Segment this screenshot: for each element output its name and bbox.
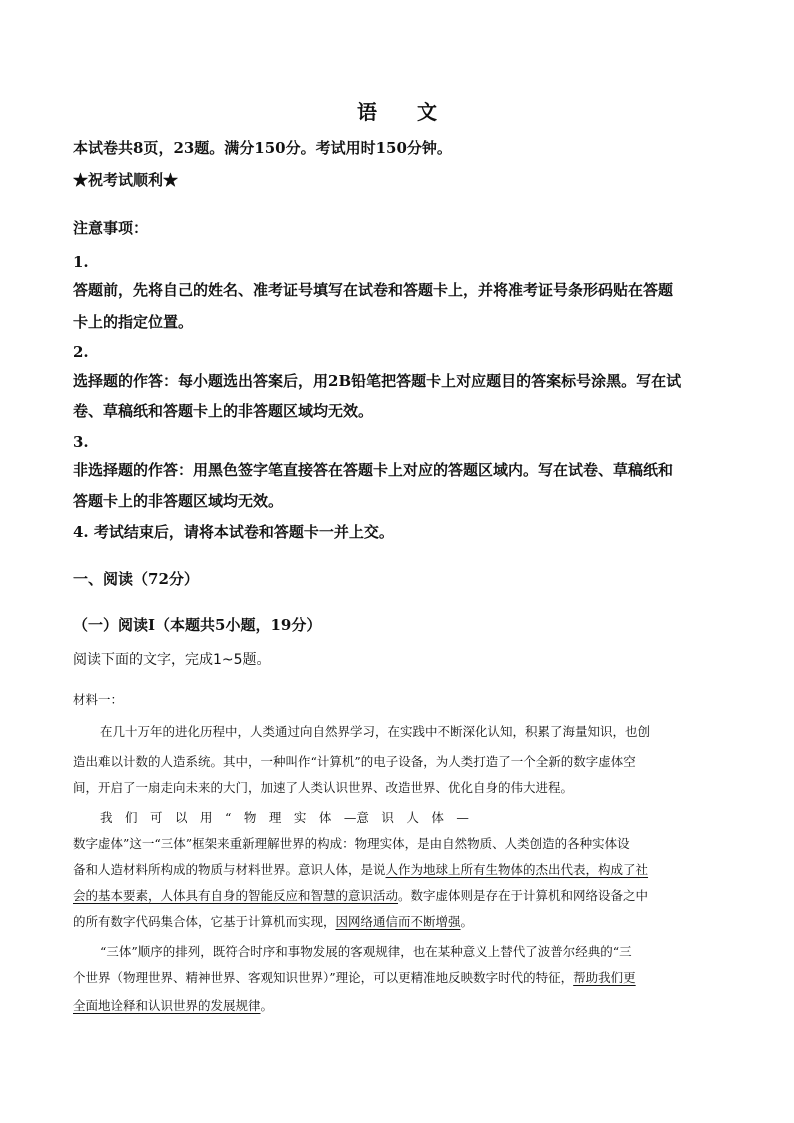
material-p2-line-4 bbox=[73, 886, 723, 906]
section-heading: 一、阅读（72分） bbox=[73, 570, 199, 588]
note-3-line-2: 答题卡上的非答题区域均无效。 bbox=[73, 492, 284, 510]
material-p2-line-5-text: 的所有数字代码集合体，它基于计算机而实现， bbox=[73, 914, 336, 929]
page-title bbox=[0, 96, 794, 125]
material-p2-line-3-text: 备和人造材料所构成的物质与材料世界。意识人体，是说 bbox=[73, 862, 386, 877]
material-p3-line-2 bbox=[73, 968, 723, 988]
note-1-line-1: 答题前，先将自己的姓名、准考证号填写在试卷和答题卡上，并将准考证号条形码贴在答题 bbox=[73, 281, 674, 299]
material-p2-line-5 bbox=[73, 912, 723, 932]
material-p3-underline-2: 全面地诠释和认识世界的发展规律 bbox=[73, 998, 261, 1013]
material-p2-line-3 bbox=[73, 860, 723, 880]
note-2-line-2: 卷、草稿纸和答题卡上的非答题区域均无效。 bbox=[73, 402, 374, 420]
material-label: 材料一： bbox=[73, 692, 124, 707]
material-p1-line-1: 在几十万年的进化历程中，人类通过向自然界学习，在实践中不断深化认知，积累了海量知识，也创 bbox=[100, 724, 651, 739]
material-p2-line-2: 数字虚体”这一“三体”框架来重新理解世界的构成：物理实体，是由自然物质、人类创造的各种实体设 bbox=[73, 836, 630, 851]
material-p3-underline-1: 帮助我们更 bbox=[573, 970, 636, 985]
material-p3-line-1: “三体”顺序的排列，既符合时序和事物发展的客观规律，也在某种意义上替代了波普尔经典的“三 bbox=[100, 944, 632, 959]
material-p2-underline-1: 人作为地球上所有生物体的杰出代表，构成了社 bbox=[385, 862, 649, 877]
material-p2-line-4-text: 。数字虚体则是存在于计算机和网络设备之中 bbox=[398, 888, 649, 903]
note-4: 4. 考试结束后，请将本试卷和答题卡一并上交。 bbox=[73, 523, 394, 541]
material-p2-line-1: 我 们 可 以 用 “ 物 理 实 体 —意 识 人 体 — bbox=[100, 810, 469, 825]
note-3-line-1: 非选择题的作答：用黑色签字笔直接答在答题卡上对应的答题区域内。写在试卷、草稿纸和 bbox=[73, 461, 674, 479]
note-2-line-1: 选择题的作答：每小题选出答案后，用2B铅笔把答题卡上对应题目的答案标号涂黑。写在试 bbox=[73, 372, 682, 390]
note-3-number: 3. bbox=[73, 433, 89, 451]
note-1-line-2: 卡上的指定位置。 bbox=[73, 313, 194, 331]
material-p3-line-2-text: 个世界（物理世界、精神世界、客观知识世界）”理论，可以更精准地反映数字时代的特征， bbox=[73, 970, 574, 985]
material-p1-line-2: 造出难以计数的人造系统。其中，一种叫作“计算机”的电子设备，为人类打造了一个全新的数字虚体空 bbox=[73, 754, 636, 769]
material-p3-line-3 bbox=[73, 996, 723, 1016]
note-1-number: 1. bbox=[73, 253, 89, 271]
notes-heading: 注意事项： bbox=[73, 219, 149, 237]
reading-instruction: 阅读下面的文字，完成1~5题。 bbox=[73, 652, 271, 668]
note-2-number: 2. bbox=[73, 343, 89, 361]
material-p1-line-3: 间，开启了一扇走向未来的大门，加速了人类认识世界、改造世界、优化自身的伟大进程。 bbox=[73, 780, 574, 795]
good-luck-wish: ★祝考试顺利★ bbox=[73, 171, 179, 189]
exam-info: 本试卷共8页，23题。满分150分。考试用时150分钟。 bbox=[73, 139, 452, 157]
subsection-heading: （一）阅读I（本题共5小题，19分） bbox=[73, 616, 322, 634]
material-p2-underline-2: 会的基本要素，人体具有自身的智能反应和智慧的意识活动 bbox=[73, 888, 399, 903]
title-char-2: 文 bbox=[417, 100, 437, 124]
material-p3-line-3-end: 。 bbox=[260, 998, 274, 1013]
material-p2-underline-3: 因网络通信而不断增强 bbox=[335, 914, 461, 929]
material-p2-line-5-end: 。 bbox=[460, 914, 474, 929]
title-char-1: 语 bbox=[357, 100, 377, 124]
